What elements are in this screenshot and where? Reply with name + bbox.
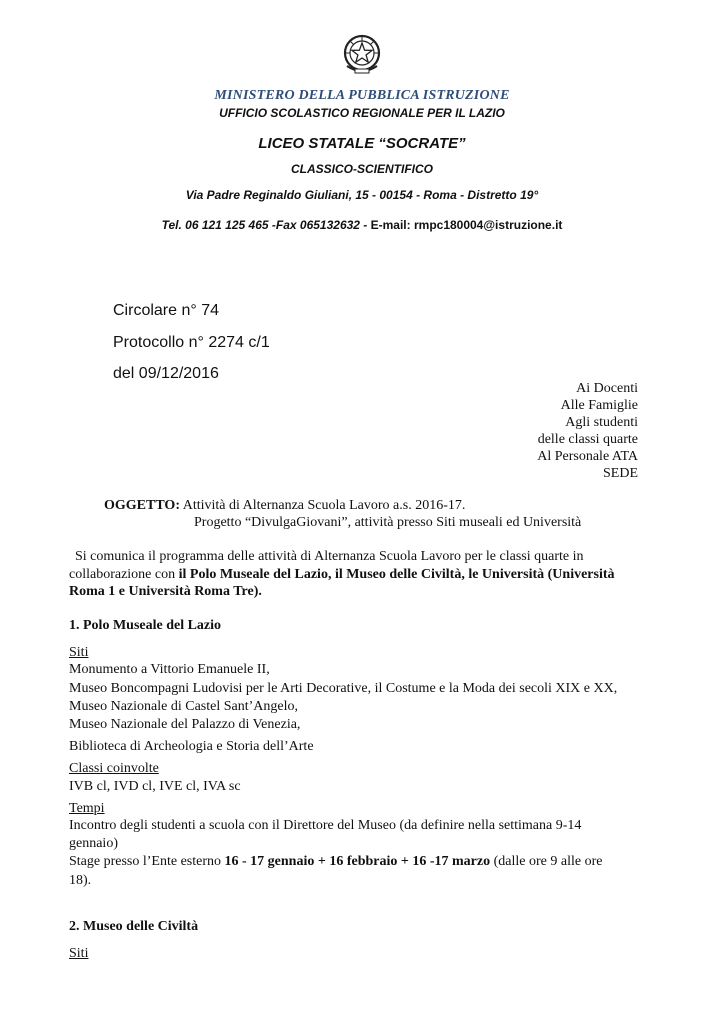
recipient-line: Agli studenti (565, 415, 638, 430)
subject-line (104, 498, 465, 514)
stage-hours: (dalle ore 9 alle ore (490, 854, 603, 869)
protocol-number: Protocollo n° 2274 c/1 (113, 334, 270, 351)
intro-partners: il Polo Museale del Lazio, il Museo delle Civiltà, le Università (Università (178, 567, 615, 582)
sites-label: Siti (69, 645, 89, 660)
intro-text: collaborazione con (69, 567, 179, 582)
school-contact (0, 218, 724, 232)
circular-date: del 09/12/2016 (113, 365, 219, 382)
recipient-line: Al Personale ATA (537, 449, 638, 464)
school-address: Via Padre Reginaldo Giuliani, 15 - 00154 - Roma - Distretto 19° (185, 188, 539, 202)
intro-line (69, 567, 615, 583)
recipient-line: Alle Famiglie (560, 398, 638, 413)
subject-label: OGGETTO: (104, 498, 180, 513)
regional-office: UFFICIO SCOLASTICO REGIONALE PER IL LAZIO (219, 106, 505, 120)
stage-dates: 16 - 17 gennaio + 16 febbraio + 16 -17 marzo (224, 854, 491, 869)
intro-line: Si comunica il programma delle attività di Alternanza Scuola Lavoro per le classi quarte in (75, 549, 584, 564)
subject-project: Progetto “DivulgaGiovani”, attività presso Siti museali ed Università (194, 515, 582, 530)
site-item: Museo Nazionale di Castel Sant’Angelo, (69, 699, 299, 714)
site-item: Monumento a Vittorio Emanuele II, (69, 662, 270, 677)
classes-label: Classi coinvolte (69, 761, 159, 776)
stage-prefix: Stage presso l’Ente esterno (69, 854, 225, 869)
intro-partners-end: Roma 1 e Università Roma Tre). (69, 584, 262, 599)
recipient-line: Ai Docenti (576, 381, 638, 396)
classes-list: IVB cl, IVD cl, IVE cl, IVA sc (69, 779, 241, 794)
school-name: LICEO STATALE “SOCRATE” (258, 135, 466, 152)
italian-republic-emblem-icon (341, 32, 383, 76)
stage-text (69, 854, 602, 870)
site-item: Museo Nazionale del Palazzo di Venezia, (69, 717, 301, 732)
meeting-text: gennaio) (69, 836, 118, 851)
ministry-name: MINISTERO DELLA PUBBLICA ISTRUZIONE (214, 88, 510, 103)
section-2-title: 2. Museo delle Civiltà (69, 919, 199, 934)
sites-label: Siti (69, 946, 89, 961)
contact-phone-fax: Tel. 06 121 125 465 -Fax 065132632 - (161, 218, 368, 232)
meeting-text: Incontro degli studenti a scuola con il Direttore del Museo (da definire nella settimana 9-14 (69, 818, 582, 833)
contact-email: E-mail: rmpc180004@istruzione.it (367, 218, 563, 232)
recipient-line: SEDE (603, 466, 638, 481)
section-1-title: 1. Polo Museale del Lazio (69, 618, 222, 633)
site-item: Biblioteca di Archeologia e Storia dell’Arte (69, 739, 314, 754)
times-label: Tempi (69, 801, 105, 816)
circular-number: Circolare n° 74 (113, 302, 219, 319)
recipient-line: delle classi quarte (537, 432, 638, 447)
school-type: CLASSICO-SCIENTIFICO (290, 162, 433, 176)
stage-text: 18). (69, 873, 92, 888)
subject-text: Attività di Alternanza Scuola Lavoro a.s. 2016-17. (179, 498, 466, 513)
site-item: Museo Boncompagni Ludovisi per le Arti Decorative, il Costume e la Moda dei secoli XIX e XX, (69, 681, 618, 696)
